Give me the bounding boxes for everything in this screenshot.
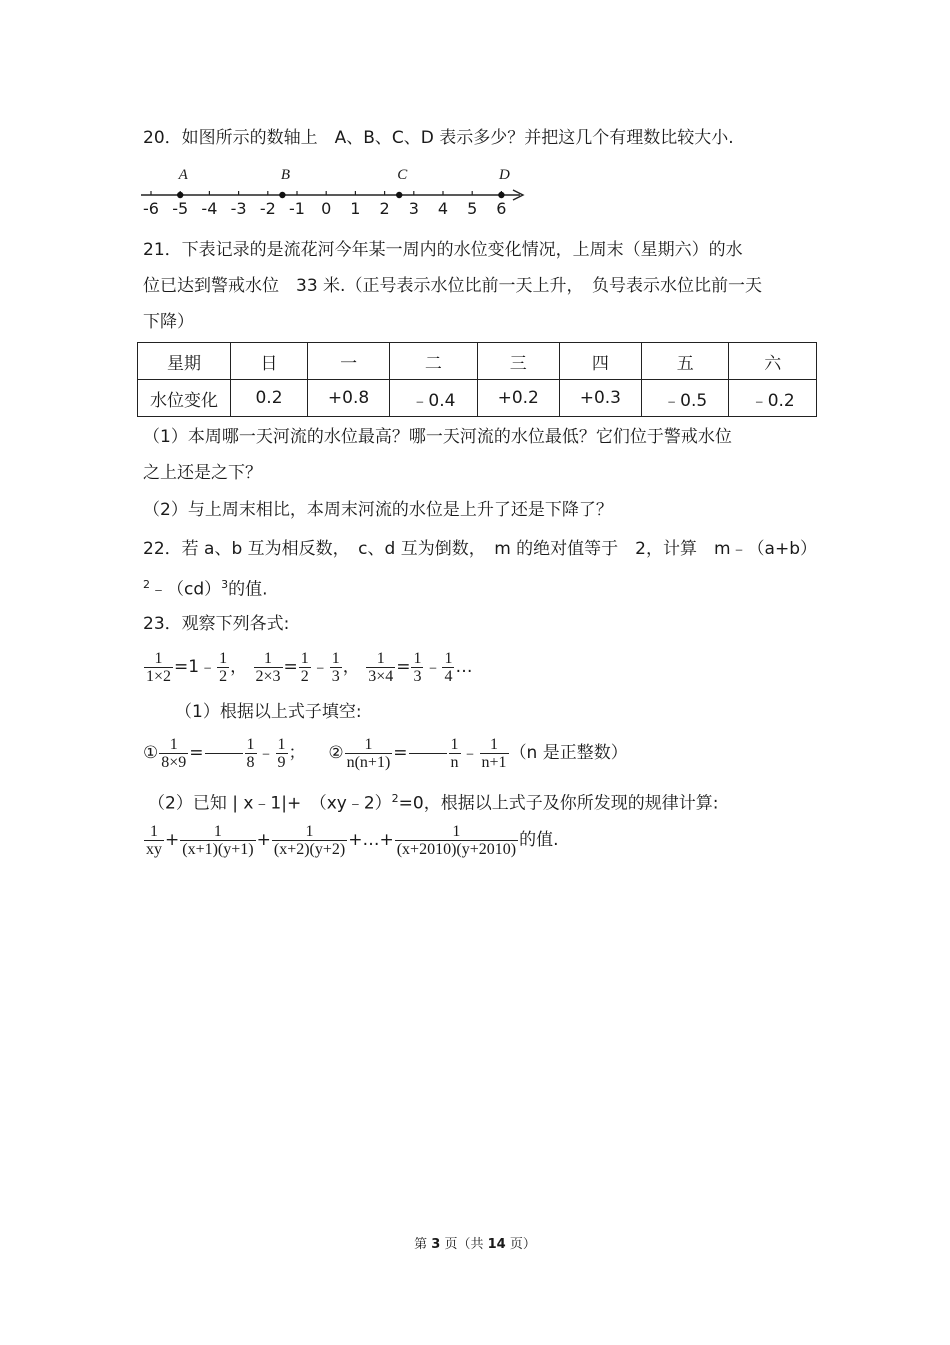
tick-label: -4 xyxy=(201,199,218,218)
table-cell: +0.8 xyxy=(308,380,390,417)
q23-sub1 xyxy=(143,734,628,772)
point-a xyxy=(177,192,183,198)
q22-line2 xyxy=(143,574,268,601)
footer-text: 第 xyxy=(414,1237,428,1252)
fraction: $\frac{1}{2}$ xyxy=(300,649,309,685)
table-cell: 五 xyxy=(641,343,729,380)
table-cell: 一 xyxy=(308,343,390,380)
minus-text: ﹣ xyxy=(257,743,275,763)
equals-text: = xyxy=(189,743,204,763)
fraction: $\frac{1}{9}$ xyxy=(277,735,286,771)
q20-text: 20．如图所示的数轴上 A、B、C、D 表示多少？并把这几个有理数比较大小. xyxy=(143,128,734,148)
table-cell: 0.2 xyxy=(231,380,308,417)
water-level-table xyxy=(137,342,817,417)
fraction: $\frac{1}{2\times 3}$ xyxy=(255,649,281,685)
q23-title: 23．观察下列各式: xyxy=(143,614,290,634)
tick-label: 4 xyxy=(437,199,449,218)
tick-label: -3 xyxy=(230,199,247,218)
footer-text: 页（共 xyxy=(444,1237,484,1252)
q21-sub1-line2: 之上还是之下？ xyxy=(143,463,262,483)
table-cell: 星期 xyxy=(138,343,231,380)
minus-text: ﹣ xyxy=(461,743,479,763)
minus-text: ﹣ xyxy=(424,657,442,677)
tick-label: 2 xyxy=(379,199,390,218)
q23-sub2-post: =0，根据以上式子及你所发现的规律计算: xyxy=(398,793,719,814)
point-d xyxy=(498,192,504,198)
table-cell: 二 xyxy=(390,343,478,380)
q23-sum-expression xyxy=(143,820,558,860)
table-cell: ﹣0.4 xyxy=(390,380,478,417)
tick-label: -2 xyxy=(259,199,276,218)
tick-label: -1 xyxy=(289,199,305,218)
equals-text: = xyxy=(393,743,408,763)
fraction: $\frac{1}{(x+1)(y+1)}$ xyxy=(182,822,254,858)
q22-mid: ﹣（cd） xyxy=(150,579,222,600)
table-cell: 四 xyxy=(559,343,641,380)
q23-sub1-title: （1）根据以上式子填空: xyxy=(175,702,362,722)
tick-label: -6 xyxy=(143,199,159,218)
fraction: $\frac{1}{8}$ xyxy=(246,735,255,771)
point-label: A xyxy=(178,167,188,183)
tick-label: 5 xyxy=(467,199,478,218)
equals-text: =1﹣ xyxy=(174,657,217,677)
plus-text: + xyxy=(256,830,271,850)
exponent: 3 xyxy=(221,578,229,591)
ellipsis: +…+ xyxy=(348,830,394,850)
footer-text: 页） xyxy=(509,1237,536,1252)
fraction: $\frac{1}{8\times 9}$ xyxy=(161,735,187,771)
minus-text: ﹣ xyxy=(311,657,329,677)
q21-sub2: （2）与上周末相比，本周末河流的水位是上升了还是下降了？ xyxy=(143,500,613,520)
q21-line3: 下降） xyxy=(143,312,194,332)
q21-sub1-line1: （1）本周哪一天河流的水位最高？哪一天河流的水位最低？它们位于警戒水位 xyxy=(143,427,732,447)
table-cell: 三 xyxy=(477,343,559,380)
equals-text: = xyxy=(396,657,411,677)
table-cell: +0.2 xyxy=(477,380,559,417)
point-b xyxy=(279,192,285,198)
point-label: D xyxy=(498,167,510,183)
table-cell: 水位变化 xyxy=(138,380,231,417)
q23-examples xyxy=(143,648,472,686)
answer-blank[interactable] xyxy=(409,753,447,754)
fraction: $\frac{1}{1\times 2}$ xyxy=(146,649,172,685)
table-cell: 六 xyxy=(729,343,817,380)
separator: ， xyxy=(342,657,360,677)
table-header-row xyxy=(138,343,817,380)
table-cell: ﹣0.5 xyxy=(641,380,729,417)
fraction: $\frac{1}{3}$ xyxy=(413,649,422,685)
q23-sub2-pre: （2）已知 | x﹣1|+ （xy﹣2） xyxy=(148,793,392,814)
fraction: $\frac{1}{(x+2010)(y+2010)}$ xyxy=(396,822,517,858)
total-pages: 14 xyxy=(487,1237,506,1252)
page-number: 3 xyxy=(431,1237,441,1252)
tick-label: 3 xyxy=(408,199,419,218)
tick-label: 0 xyxy=(321,199,332,218)
q21-line2: 位已达到警戒水位 33 米.（正号表示水位比前一天上升， 负号表示水位比前一天 xyxy=(143,276,762,296)
fraction: $\frac{1}{3\times 4}$ xyxy=(368,649,394,685)
ellipsis: … xyxy=(455,657,473,677)
table-cell: +0.3 xyxy=(559,380,641,417)
q21-line1: 21．下表记录的是流花河今年某一周内的水位变化情况，上周末（星期六）的水 xyxy=(143,240,743,260)
fraction: $\frac{1}{4}$ xyxy=(444,649,453,685)
fraction: $\frac{1}{2}$ xyxy=(219,649,228,685)
fraction: $\frac{1}{(x+2)(y+2)}$ xyxy=(273,822,346,858)
fraction: $\frac{1}{3}$ xyxy=(331,649,340,685)
separator: ； xyxy=(288,743,306,763)
point-label: B xyxy=(280,167,290,183)
point-c xyxy=(396,192,402,198)
equals-text: = xyxy=(283,657,298,677)
exponent: 2 xyxy=(143,578,150,591)
fraction: $\frac{1}{n+1}$ xyxy=(481,735,507,771)
circled-number: ① xyxy=(143,743,159,763)
exponent: 2 xyxy=(391,792,399,805)
q23-sub2 xyxy=(148,788,718,815)
point-label: C xyxy=(397,167,408,183)
table-row xyxy=(138,380,817,417)
note-text: （n 是正整数） xyxy=(509,743,628,763)
fraction: $\frac{1}{n}$ xyxy=(450,735,459,771)
end-text: 的值. xyxy=(519,830,559,850)
tick-label: 6 xyxy=(496,199,507,218)
separator: ， xyxy=(230,657,248,677)
page-footer xyxy=(0,1233,950,1252)
number-line xyxy=(135,160,535,222)
table-cell: ﹣0.2 xyxy=(729,380,817,417)
circled-number: ② xyxy=(328,743,344,763)
table-cell: 日 xyxy=(231,343,308,380)
q22-line1: 22．若 a、b 互为相反数， c、d 互为倒数， m 的绝对值等于 2，计算 m﹣（a+b） xyxy=(143,539,817,559)
tick-label: -5 xyxy=(172,199,189,218)
q22-end: 的值. xyxy=(228,579,268,600)
answer-blank[interactable] xyxy=(205,753,243,754)
fraction: $\frac{1}{xy}$ xyxy=(146,822,162,858)
tick-label: 1 xyxy=(350,199,361,218)
plus-text: + xyxy=(165,830,180,850)
fraction: $\frac{1}{n(n+1)}$ xyxy=(346,735,391,771)
